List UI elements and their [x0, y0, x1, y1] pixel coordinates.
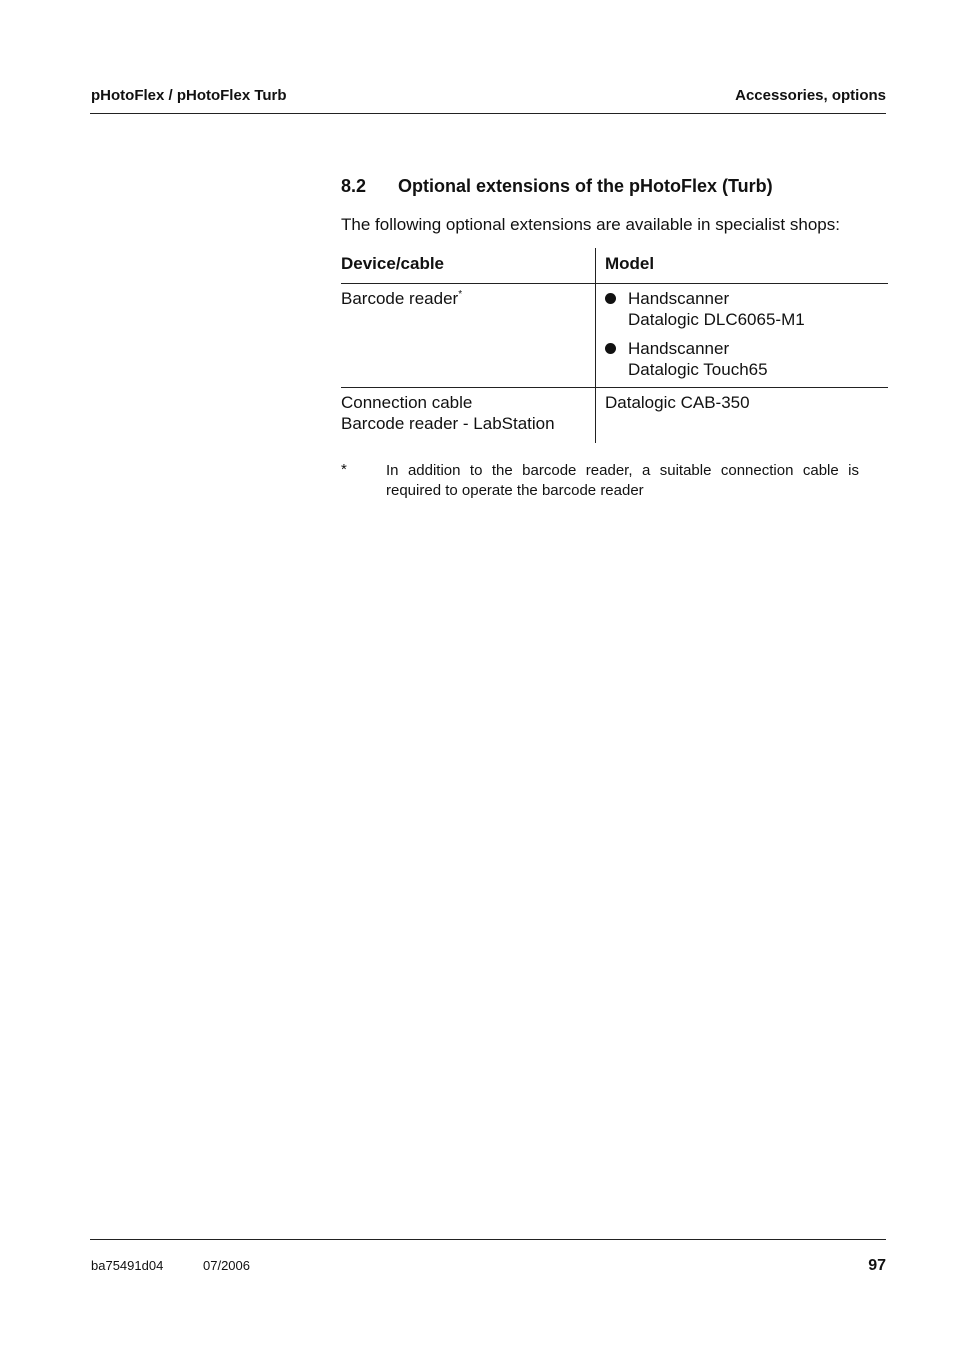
device-name: Barcode reader: [341, 289, 459, 308]
bullet-icon: [605, 288, 618, 309]
model-line: Handscanner: [628, 289, 730, 308]
intro-paragraph: The following optional extensions are available in specialist shops:: [341, 215, 840, 234]
footnote-reference: *: [458, 289, 463, 300]
table-header-row: [341, 248, 888, 284]
model-cell: [596, 284, 888, 387]
section-number: 8.2: [341, 176, 367, 196]
model-line: Datalogic Touch65: [628, 360, 768, 379]
model-cell: [596, 388, 888, 443]
running-header-chapter: Accessories, options: [735, 87, 886, 104]
section-heading: [341, 176, 773, 197]
footer-document-id: ba75491d04: [91, 1258, 164, 1273]
model-list-item: [605, 288, 888, 330]
device-cell: [341, 284, 596, 387]
running-header-title: pHotoFlex / pHotoFlex Turb: [91, 87, 287, 104]
model-list-item: [605, 338, 888, 380]
page-number: 97: [868, 1257, 886, 1274]
column-header-model: Model: [605, 254, 655, 273]
column-header-device: Device/cable: [341, 248, 596, 283]
table-row: [341, 388, 888, 443]
footnote: [341, 461, 859, 501]
footer-date: 07/2006: [203, 1258, 250, 1273]
extensions-table: [341, 248, 888, 443]
header-divider: [90, 113, 886, 114]
footnote-text: In addition to the barcode reader, a suitable connection cable is required to operate the barcode reader: [386, 462, 859, 499]
section-title: Optional extensions of the pHotoFlex (Turb): [398, 176, 773, 196]
model-line: Datalogic DLC6065-M1: [628, 310, 805, 329]
footer-divider: [90, 1239, 886, 1240]
device-line: Connection cable: [341, 393, 473, 412]
device-cell: [341, 388, 596, 443]
model-line: Datalogic CAB-350: [605, 393, 750, 412]
device-line: Barcode reader - LabStation: [341, 414, 555, 433]
model-line: Handscanner: [628, 339, 730, 358]
table-row: [341, 284, 888, 388]
footnote-mark: *: [341, 461, 347, 478]
bullet-icon: [605, 338, 618, 359]
